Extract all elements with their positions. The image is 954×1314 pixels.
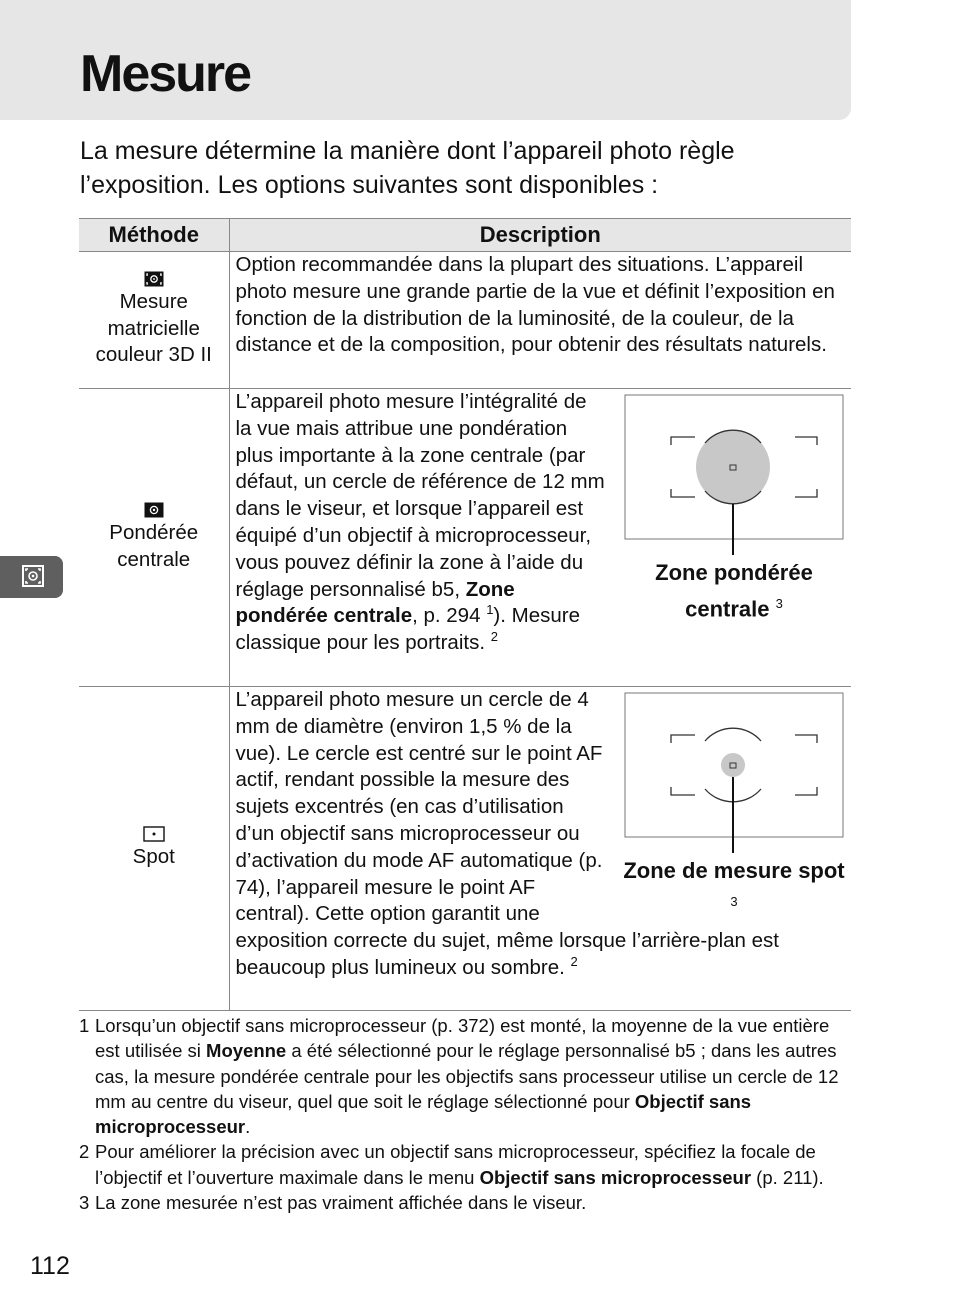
footnotes	[79, 1013, 851, 1215]
description-cell: Zone de mesure spot $^3$ L’appareil photo mesure un cercle de 4 mm de diamètre (environ 1,5 % de la vue). Le cercle est centré sur le point AF actif, rendant possible la mesure des sujets excentrés (en cas d’utilisation d’un objectif sans microprocesseur ou d’activation du mode AF automatique (p. 74), l’appareil mesure le point AF central). Cette option garantit une exposition correcte du sujet, même lorsque l’arrière-plan est beaucoup plus lumineux ou sombre. $^2$	[229, 687, 851, 1011]
method-cell	[79, 252, 229, 389]
figure-caption: Zone pondérée centrale $^3$	[655, 560, 813, 622]
intro-paragraph: La mesure détermine la manière dont l’appareil photo règle l’exposition. Les options suivantes sont disponibles :	[80, 137, 735, 199]
page-number: 112	[30, 1252, 70, 1280]
footnote: 2 Pour améliorer la précision avec un objectif sans microprocesseur, spécifiez la focale de l’objectif et l’ouverture maximale dans le menu Objectif sans microprocesseur (p. 211).	[79, 1141, 824, 1188]
table-row	[79, 687, 851, 1011]
description-cell: Option recommandée dans la plupart des situations. L’appareil photo mesure une grande partie de la vue et définit l’exposition en fonction de la distribution de la luminosité, de la couleur, de la distance et de la composition, pour obtenir des résultats naturels.	[229, 252, 851, 389]
method-label: Mesure matricielle couleur 3D II	[95, 289, 212, 367]
column-header-method: Méthode	[79, 219, 229, 252]
footnote: 1 Lorsqu’un objectif sans microprocesseur (p. 372) est monté, la moyenne de la vue entière est utilisée si Moyenne a été sélectionné pour le réglage personnalisé b5 ; dans les autres cas, la mesure pondérée centrale pour les objectifs sans processeur utilise un cercle de 12 mm au centre du viseur, quel que soit le réglage sélectionné pour Objectif sans microprocesseur.	[79, 1015, 839, 1138]
center-weighted-metering-icon	[144, 502, 164, 518]
viewfinder-spot-diagram	[623, 691, 845, 853]
viewfinder-center-weighted-diagram	[623, 393, 845, 555]
metering-table	[79, 218, 851, 1011]
matrix-metering-icon	[144, 271, 164, 287]
page-title: Mesure	[80, 45, 251, 103]
method-cell	[79, 687, 229, 1011]
footnote: 3 La zone mesurée n’est pas vraiment affichée dans le viseur.	[79, 1192, 587, 1214]
section-tab[interactable]	[0, 556, 63, 598]
method-cell	[79, 389, 229, 687]
table-row	[79, 389, 851, 687]
method-label: Spot	[132, 845, 175, 869]
description-cell: Zone pondérée centrale $^3$ L’appareil photo mesure l’intégralité de la vue mais attribue une pondération plus importante à la zone centrale (par défaut, un cercle de référence de 12 mm dans le viseur, et lorsque l’appareil est équipé d’un objectif à microprocesseur, vous pouvez définir la zone à l’aide du réglage personnalisé b5, Zone pondérée centrale, p. 294 $^1$). Mesure classique pour les portraits. $^2$	[229, 389, 851, 687]
center-weighted-figure	[623, 393, 845, 624]
method-label: Pondérée centrale	[109, 520, 199, 571]
table-row	[79, 252, 851, 389]
column-header-description: Description	[229, 219, 851, 252]
title-band	[0, 0, 851, 120]
matrix-metering-icon	[22, 565, 44, 587]
figure-caption: Zone de mesure spot $^3$	[623, 858, 845, 909]
spot-metering-icon	[143, 826, 165, 842]
spot-figure	[623, 691, 845, 922]
